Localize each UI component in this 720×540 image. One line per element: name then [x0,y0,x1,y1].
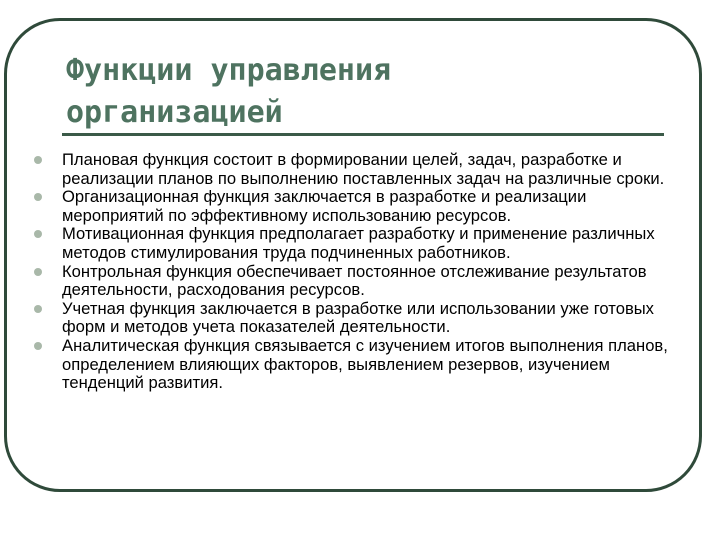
bullet-list [34,151,682,393]
list-item [34,151,682,188]
list-item [34,225,682,262]
slide-title-line-2: организацией [66,95,283,130]
list-item [34,337,682,393]
bullet-dot-icon [34,342,42,350]
list-item [34,300,682,337]
bullet-dot-icon [34,230,42,238]
list-item [34,188,682,225]
title-divider [62,133,664,136]
bullet-dot-icon [34,305,42,313]
slide-title-line-1: Функции управления [66,53,392,88]
list-item-text: Аналитическая функция связывается с изучением итогов выполнения планов, определением влияющих факторов, выявлением резервов, изучением тенденций развития. [62,335,668,393]
list-item-text: Организационная функция заключается в разработке и реализации мероприятий по эффективному использованию ресурсов. [62,187,587,225]
list-item-text: Учетная функция заключается в разработке или использовании уже готовых форм и методов учета показателей деятельности. [62,298,654,337]
list-item-text: Плановая функция состоит в формировании целей, задач, разработке и реализации планов по выполнению поставленных задач на различные сроки. [62,150,665,188]
bullet-dot-icon [34,193,42,201]
list-item [34,263,682,300]
bullet-dot-icon [34,156,42,164]
list-item-text: Контрольная функция обеспечивает постоянное отслеживание результатов деятельности, расходования ресурсов. [62,261,647,300]
slide-title [66,50,391,134]
list-item-text: Мотивационная функция предполагает разработку и применение различных методов стимулирования труда подчиненных работников. [62,224,655,262]
bullet-dot-icon [34,268,42,276]
